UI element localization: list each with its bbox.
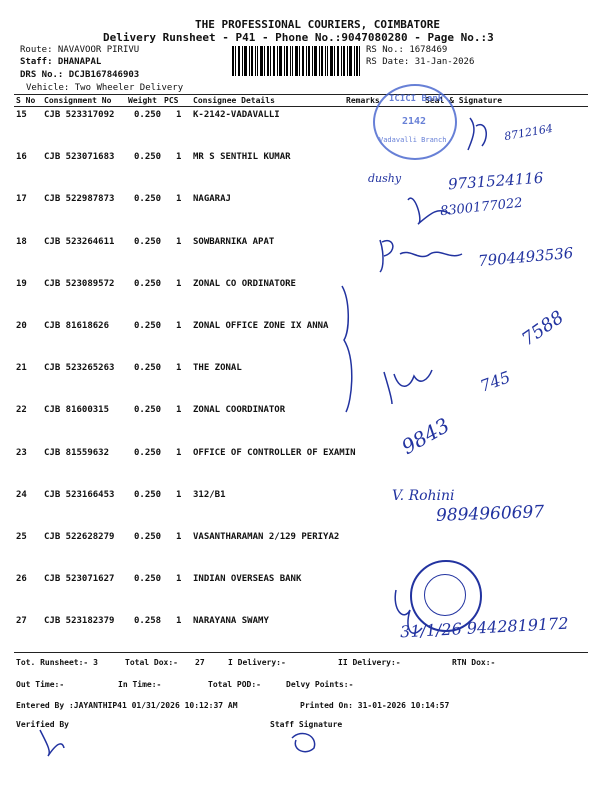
route-label: Route: NAVAVOOR PIRIVU xyxy=(20,45,140,55)
handwritten-21a: 9843 xyxy=(397,412,454,460)
stamp-bank-name: ICICI Bank xyxy=(389,94,444,104)
signature-row15 xyxy=(468,118,486,150)
row-consignee: K-2142-VADAVALLI xyxy=(193,110,280,120)
row-weight: 0.250 xyxy=(134,532,162,542)
row-consignee: NARAYANA SWAMY xyxy=(193,616,269,627)
row-consignee: ZONAL OFFICE ZONE IX ANNA xyxy=(193,321,329,331)
row-consignment-no: CJB 523166453 xyxy=(44,489,115,500)
row-pcs: 1 xyxy=(176,616,182,627)
row-weight: 0.250 xyxy=(134,447,162,458)
verified-by: Verified By xyxy=(16,720,69,729)
printed-on: Printed On: 31-01-2026 10:14:57 xyxy=(300,701,450,710)
row-weight: 0.250 xyxy=(134,321,162,331)
handwritten-20: 7588 xyxy=(518,306,568,351)
out-time: Out Time:- xyxy=(16,680,65,689)
col-consignee: Consignee Details xyxy=(193,96,275,105)
row-pcs: 1 xyxy=(176,363,182,374)
delvy-points: Delvy Points:- xyxy=(286,680,354,689)
handwritten-24b: 9894960697 xyxy=(435,502,545,526)
tot-runsheet: Tot. Runsheet:- 3 xyxy=(16,658,98,667)
entered-by: Entered By :JAYANTHIP41 01/31/2026 10:12:37 AM xyxy=(16,701,238,710)
row-sno: 21 xyxy=(16,363,27,374)
row-consignment-no: CJB 523265263 xyxy=(44,363,115,374)
row-consignee: NAGARAJ xyxy=(193,194,231,205)
handwritten-21b: 745 xyxy=(477,367,513,396)
row-consignment-no: CJB 523089572 xyxy=(44,278,115,289)
handwritten-24a: V. Rohini xyxy=(392,488,455,504)
row-pcs: 1 xyxy=(176,278,182,289)
row-sno: 24 xyxy=(16,489,27,500)
handwritten-16b: 9731524116 xyxy=(447,168,544,194)
row-sno: 22 xyxy=(16,405,27,416)
row-sno: 19 xyxy=(16,278,27,289)
row-sno: 17 xyxy=(16,194,27,205)
row-pcs: 1 xyxy=(176,152,182,163)
row-consignment-no: CJB 523071627 xyxy=(44,574,115,585)
row-consignment-no: CJB 522628279 xyxy=(44,532,115,542)
row-consignee: INDIAN OVERSEAS BANK xyxy=(193,574,302,585)
row-weight: 0.250 xyxy=(134,363,162,374)
i-delivery: I Delivery:- xyxy=(228,658,286,667)
stamp-branch: Vadavalli Branch xyxy=(379,136,447,144)
bracket-stroke xyxy=(342,286,352,412)
row-pcs: 1 xyxy=(176,194,182,205)
handwritten-27: 31/1/26 9442819172 xyxy=(399,613,569,642)
row-consignment-no: CJB 523317092 xyxy=(44,110,115,120)
row-consignee: ZONAL COORDINATOR xyxy=(193,405,286,416)
row-consignment-no: CJB 523071683 xyxy=(44,152,115,163)
rs-date: RS Date: 31-Jan-2026 xyxy=(366,57,475,67)
signature-row27 xyxy=(395,590,422,633)
total-pod: Total POD:- xyxy=(208,680,261,689)
row-pcs: 1 xyxy=(176,489,182,500)
row-consignee: THE ZONAL xyxy=(193,363,242,374)
row-sno: 25 xyxy=(16,532,27,542)
handwritten-15: 8712164 xyxy=(503,121,554,144)
handwritten-17a: 8300177022 xyxy=(439,195,524,220)
company-title: THE PROFESSIONAL COURIERS, COIMBATORE xyxy=(195,18,441,31)
row-sno: 16 xyxy=(16,152,27,163)
staff-signature: Staff Signature xyxy=(270,720,343,729)
row-pcs: 1 xyxy=(176,574,182,585)
row-weight: 0.250 xyxy=(134,278,162,289)
handwritten-18: 7904493536 xyxy=(477,243,575,271)
row-consignment-no: CJB 523264611 xyxy=(44,236,115,247)
signature-row17 xyxy=(408,198,450,224)
col-consignment: Consignment No xyxy=(44,96,112,105)
row-weight: 0.250 xyxy=(134,194,162,205)
row-weight: 0.250 xyxy=(134,110,162,120)
col-sno: S No xyxy=(16,96,36,105)
row-pcs: 1 xyxy=(176,405,182,416)
row-sno: 26 xyxy=(16,574,27,585)
row-consignee: MR S SENTHIL KUMAR xyxy=(193,152,291,163)
row-pcs: 1 xyxy=(176,110,182,120)
row-consignee: VASANTHARAMAN 2/129 PERIYA2 xyxy=(193,532,340,542)
total-dox-value: 27 xyxy=(195,658,205,667)
row-sno: 18 xyxy=(16,236,27,247)
row-consignment-no: CJB 522987873 xyxy=(44,194,115,205)
verified-signature xyxy=(40,730,64,756)
row-weight: 0.250 xyxy=(134,236,162,247)
row-consignment-no: CJB 81559632 xyxy=(44,447,110,458)
ii-delivery: II Delivery:- xyxy=(338,658,401,667)
runsheet-title: Delivery Runsheet - P41 - Phone No.:9047080280 - Page No.:3 xyxy=(103,31,494,44)
row-consignment-no: CJB 81600315 xyxy=(44,405,110,416)
rs-number: RS No.: 1678469 xyxy=(366,45,448,55)
row-weight: 0.250 xyxy=(134,574,162,585)
stamp-code: 2142 xyxy=(402,116,427,127)
row-consignment-no: CJB 523182379 xyxy=(44,616,115,627)
row-pcs: 1 xyxy=(176,236,182,247)
handwritten-16a: dushy xyxy=(368,172,402,185)
signature-row21 xyxy=(384,370,432,404)
rtn-dox: RTN Dox:- xyxy=(452,658,496,667)
row-weight: 0.258 xyxy=(134,616,162,627)
col-weight: Weight xyxy=(128,96,157,105)
signature-row18 xyxy=(380,240,462,272)
row-sno: 20 xyxy=(16,321,27,331)
row-pcs: 1 xyxy=(176,321,182,331)
row-sno: 23 xyxy=(16,447,27,458)
row-weight: 0.250 xyxy=(134,405,162,416)
row-sno: 27 xyxy=(16,616,27,627)
drs-number: DRS No.: DCJB167846903 xyxy=(20,70,140,80)
row-consignment-no: CJB 81618626 xyxy=(44,321,110,331)
footer-rule xyxy=(14,652,588,653)
row-pcs: 1 xyxy=(176,447,182,458)
staff-signature-mark xyxy=(292,733,315,751)
row-consignee: 312/B1 xyxy=(193,489,226,500)
col-seal-signature: Seal & Signature xyxy=(425,96,503,105)
col-pcs: PCS xyxy=(164,96,179,105)
in-time: In Time:- xyxy=(118,680,162,689)
col-remarks: Remarks xyxy=(346,96,380,105)
row-weight: 0.250 xyxy=(134,152,162,163)
row-sno: 15 xyxy=(16,110,27,120)
vehicle-label: Vehicle: Two Wheeler Delivery xyxy=(26,83,184,93)
row-pcs: 1 xyxy=(176,532,182,542)
staff-label: Staff: DHANAPAL xyxy=(20,57,102,67)
row-consignee: ZONAL CO ORDINATORE xyxy=(193,278,296,289)
row-consignee: SOWBARNIKA APAT xyxy=(193,236,275,247)
row-consignee: OFFICE OF CONTROLLER OF EXAMIN xyxy=(193,447,356,458)
row-weight: 0.250 xyxy=(134,489,162,500)
total-dox-label: Total Dox:- xyxy=(125,658,178,667)
